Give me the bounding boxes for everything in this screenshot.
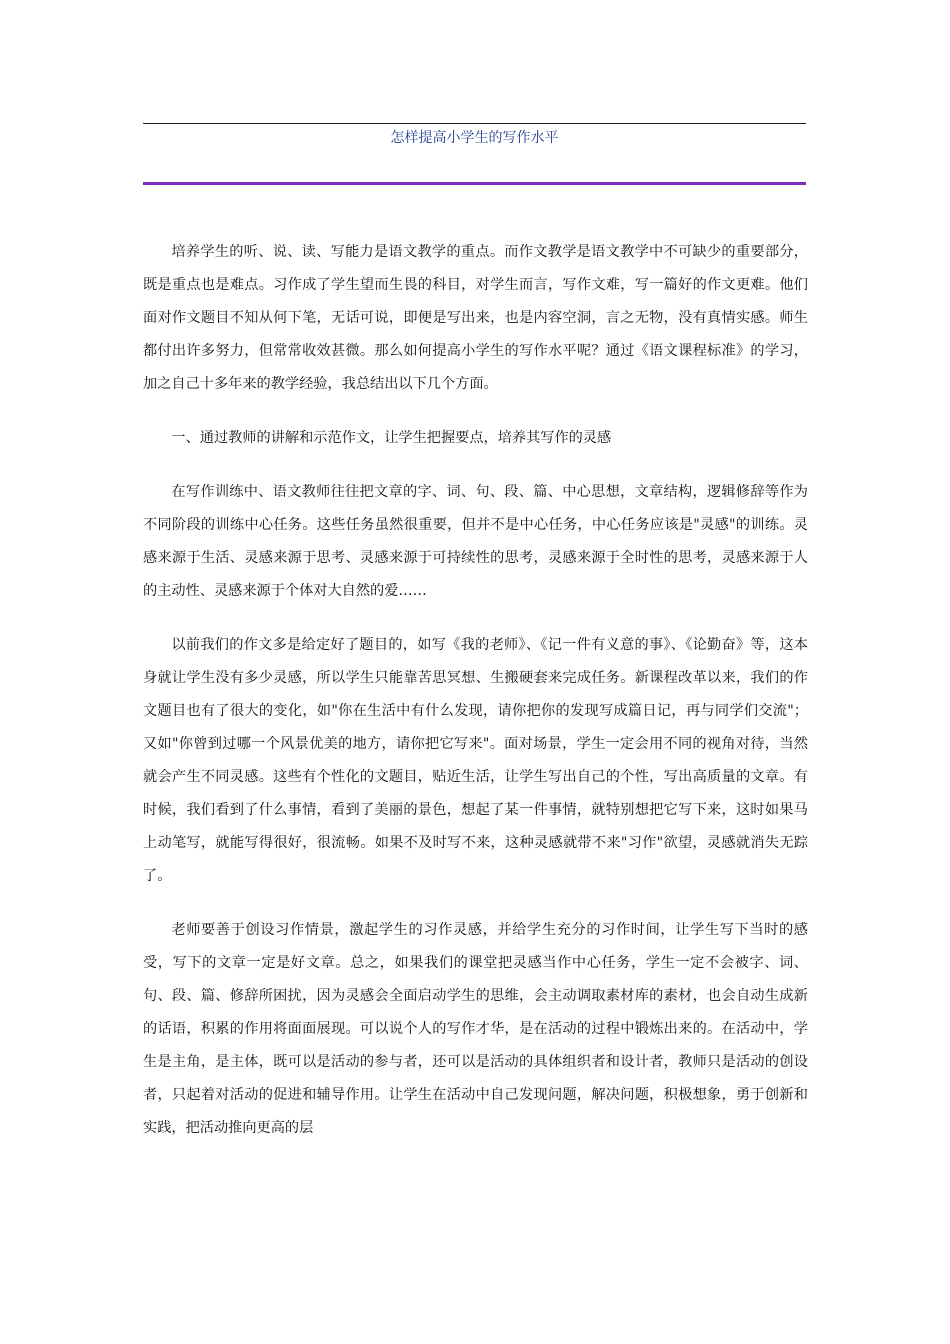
paragraph-intro: 培养学生的听、说、读、写能力是语文教学的重点。而作文教学是语文教学中不可缺少的重要部分，既是重点也是难点。习作成了学生望而生畏的科目，对学生而言，写作文难，写一篇好的作文更难。他们面对作文题目不知从何下笔，无话可说，即便是写出来，也是内容空洞，言之无物，没有真情实感。师生都付出许多努力，但常常收效甚微。那么如何提高小学生的写作水平呢？通过《语文课程标准》的学习，加之自己十多年来的教学经验，我总结出以下几个方面。 bbox=[143, 244, 808, 392]
document-title: 怎样提高小学生的写作水平 bbox=[390, 130, 559, 146]
title-bottom-rule bbox=[143, 182, 806, 185]
paragraph-teacher-role: 老师要善于创设习作情景，激起学生的习作灵感，并给学生充分的习作时间，让学生写下当时的感受，写下的文章一定是好文章。总之，如果我们的课堂把灵感当作中心任务，学生一定不会被字、词、句、段、篇、修辞所困扰，因为灵感会全面启动学生的思维，会主动调取素材库的素材，也会自动生成新的话语，积累的作用将面面展现。可以说个人的写作才华，是在活动的过程中锻炼出来的。在活动中，学生是主角，是主体，既可以是活动的参与者，还可以是活动的具体组织者和设计者，教师只是活动的创设者，只起着对活动的促进和辅导作用。让学生在活动中自己发现问题，解决问题，积极想象，勇于创新和实践，把活动推向更高的层 bbox=[143, 922, 808, 1136]
paragraph-inspiration: 在写作训练中、语文教师往往把文章的字、词、句、段、篇、中心思想，文章结构，逻辑修辞等作为不同阶段的训练中心任务。这些任务虽然很重要，但并不是中心任务，中心任务应该是"灵感"的训练。灵感来源于生活、灵感来源于思考、灵感来源于可持续性的思考，灵感来源于全时性的思考，灵感来源于人的主动性、灵感来源于个体对大自然的爱…… bbox=[143, 484, 808, 599]
section-heading-1: 一、通过教师的讲解和示范作文，让学生把握要点，培养其写作的灵感 bbox=[171, 430, 612, 446]
document-body bbox=[143, 236, 808, 1166]
title-top-rule bbox=[143, 123, 806, 124]
paragraph-topics: 以前我们的作文多是给定好了题目的，如写《我的老师》、《记一件有义意的事》、《论勤奋》等，这本身就让学生没有多少灵感，所以学生只能靠苦思冥想、生搬硬套来完成任务。新课程改革以来，我们的作文题目也有了很大的变化，如"你在生活中有什么发现，请你把你的发现写成篇日记，再与同学们交流"；又如"你曾到过哪一个风景优美的地方，请你把它写来"。面对场景，学生一定会用不同的视角对待，当然就会产生不同灵感。这些有个性化的文题目，贴近生活，让学生写出自己的个性，写出高质量的文章。有时候，我们看到了什么事情，看到了美丽的景色，想起了某一件事情，就特别想把它写下来，这时如果马上动笔写，就能写得很好，很流畅。如果不及时写不来，这种灵感就带不来"习作"欲望，灵感就消失无踪了。 bbox=[143, 637, 808, 884]
